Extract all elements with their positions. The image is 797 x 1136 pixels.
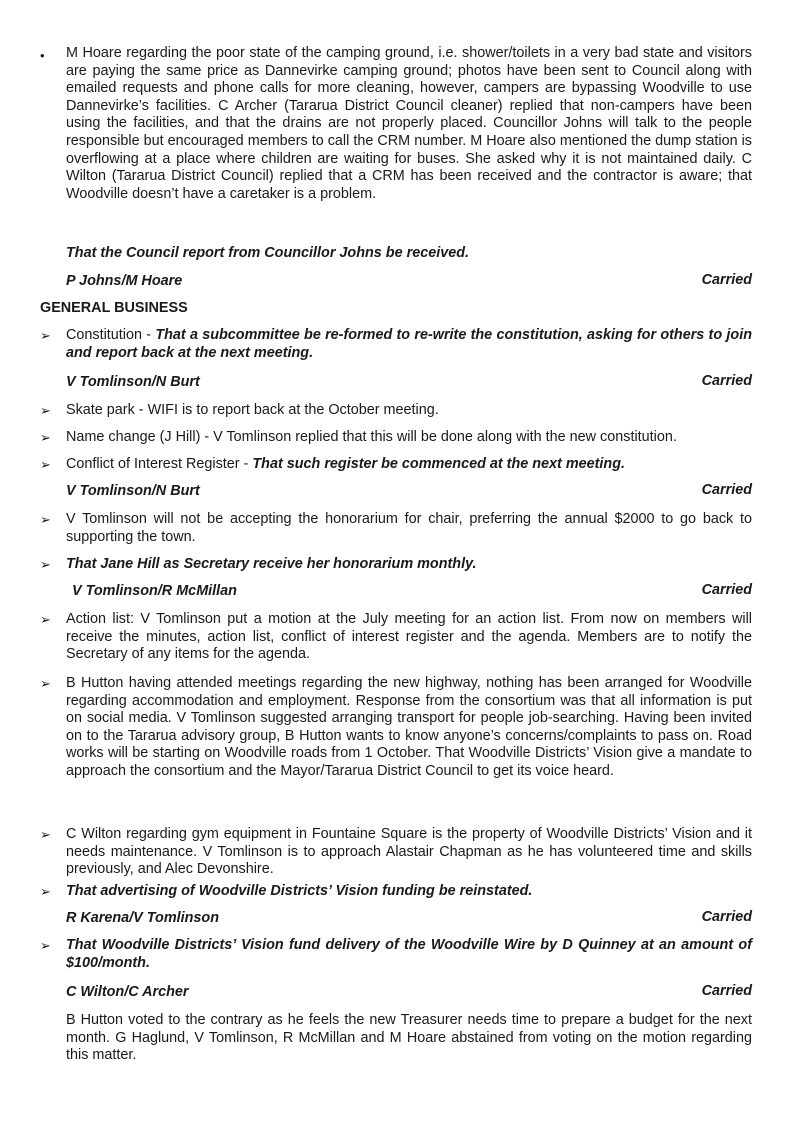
result-label: Carried xyxy=(701,983,752,999)
arrow-bullet-icon: ➢ xyxy=(40,676,51,691)
movers-label: V Tomlinson/N Burt xyxy=(66,374,200,390)
arrow-bullet-icon: ➢ xyxy=(40,827,51,842)
arrow-bullet-icon: ➢ xyxy=(40,430,51,445)
highway-item: B Hutton having attended meetings regarding the new highway, nothing has been arranged for Woodville regarding accommodation and employment. Response from the consortium was that all information is put on social media. V Tomlinson suggested arranging transport for people job-searching. Having been invited on to the Tararua advisory group, B Hutton wants to know anyone’s concerns/complaints to pass on. Road works will be starting on Woodville roads from 1 October. That Woodville Districts’ Vision give a mandate to approach the consortium and the Mayor/Tararua District Council to get its voice heard. xyxy=(66,675,752,779)
action-list-item: Action list: V Tomlinson put a motion at the July meeting for an action list. From now on members will receive the minutes, action list, conflict of interest register and the agenda. Members are to notify the Secretary of any items for the agenda. xyxy=(66,611,752,663)
council-report-motion: That the Council report from Councillor Johns be received. xyxy=(66,245,469,261)
section-heading: GENERAL BUSINESS xyxy=(40,300,188,316)
arrow-bullet-icon: ➢ xyxy=(40,612,51,627)
conflict-item xyxy=(66,456,752,474)
constitution-motion: That a subcommittee be re-formed to re-write the constitution, asking for others to join and report back at the next meeting. xyxy=(66,327,752,361)
arrow-bullet-icon: ➢ xyxy=(40,938,51,953)
movers-label: V Tomlinson/R McMillan xyxy=(72,583,237,599)
arrow-bullet-icon: ➢ xyxy=(40,403,51,418)
result-label: Carried xyxy=(701,909,752,925)
movers-label: P Johns/M Hoare xyxy=(66,273,183,289)
item-prefix: Constitution - xyxy=(66,327,156,343)
honorarium-secretary-motion: That Jane Hill as Secretary receive her honorarium monthly. xyxy=(66,556,477,572)
skate-park-item: Skate park - WIFI is to report back at the October meeting. xyxy=(66,402,439,418)
advertising-motion: That advertising of Woodville Districts’ Vision funding be reinstated. xyxy=(66,883,533,899)
camping-ground-paragraph: M Hoare regarding the poor state of the camping ground, i.e. shower/toilets in a very bad state and visitors are paying the same price as Dannevirke camping ground; photos have been sent to Council along with emailed requests and phone calls for more cleaning, however, campers are bypassing Woodville to use Dannevirke’s facilities. C Archer (Tararua District Council cleaner) replied that non-campers have been using the facilities, and that the drains are not properly placed. Councillor Johns will talk to the people responsible but encouraged members to call the CRM number. M Hoare also mentioned the dump station is overflowing at a place where children are waiting for buses. She asked why it is not maintained daily. C Wilton (Tararua District Council) replied that a CRM has been received and the contractor is aware; that Woodville doesn’t have a caretaker is a problem. xyxy=(66,45,752,202)
wire-motion: That Woodville Districts’ Vision fund delivery of the Woodville Wire by D Quinney at an amount of $100/month. xyxy=(66,937,752,971)
arrow-bullet-icon: ➢ xyxy=(40,557,51,572)
movers-label: C Wilton/C Archer xyxy=(66,984,189,1000)
result-label: Carried xyxy=(701,482,752,498)
bullet-icon: • xyxy=(40,48,45,63)
closing-paragraph: B Hutton voted to the contrary as he feels the new Treasurer needs time to prepare a budget for the next month. G Haglund, V Tomlinson, R McMillan and M Hoare abstained from voting on the motion regarding this matter. xyxy=(66,1012,752,1064)
arrow-bullet-icon: ➢ xyxy=(40,884,51,899)
movers-label: R Karena/V Tomlinson xyxy=(66,910,219,926)
arrow-bullet-icon: ➢ xyxy=(40,328,51,343)
movers-label: V Tomlinson/N Burt xyxy=(66,483,200,499)
name-change-item: Name change (J Hill) - V Tomlinson replied that this will be done along with the new constitution. xyxy=(66,429,677,445)
constitution-item xyxy=(66,327,752,362)
arrow-bullet-icon: ➢ xyxy=(40,512,51,527)
arrow-bullet-icon: ➢ xyxy=(40,457,51,472)
conflict-motion: That such register be commenced at the next meeting. xyxy=(252,456,626,472)
result-label: Carried xyxy=(701,582,752,598)
gym-item: C Wilton regarding gym equipment in Fountaine Square is the property of Woodville Districts’ Vision and it needs maintenance. V Tomlinson is to approach Alastair Chapman as he has volunteered time and skills previously, and Alec Devonshire. xyxy=(66,826,752,878)
item-prefix: Conflict of Interest Register - xyxy=(66,456,253,472)
result-label: Carried xyxy=(701,272,752,288)
honorarium-chair-item: V Tomlinson will not be accepting the honorarium for chair, preferring the annual $2000 to go back to supporting the town. xyxy=(66,511,752,545)
result-label: Carried xyxy=(701,373,752,389)
